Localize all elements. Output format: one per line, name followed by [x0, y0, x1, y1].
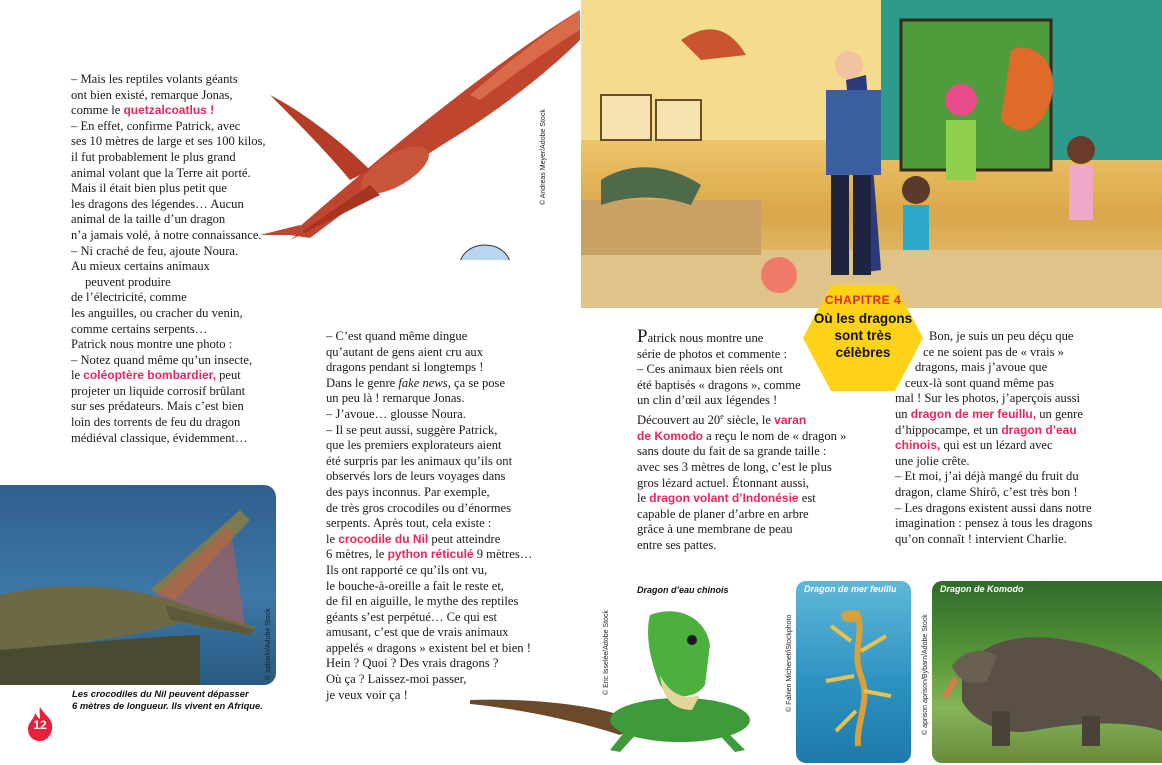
text-line: sur ses prédateurs. Mais c’est bien [71, 399, 244, 414]
text-line: entre ses pattes. [637, 537, 717, 552]
text-line: Mais il était bien plus petit que [71, 181, 227, 196]
text-line: une jolie crête. [895, 453, 970, 468]
text-line: – Notez quand même qu’un insecte, [71, 352, 253, 367]
crocodile-caption [72, 688, 263, 712]
text-line: il fut probablement le plus grand [71, 149, 236, 164]
highlight-term: quetzalcoatlus ! [123, 103, 215, 118]
text-line [895, 438, 1092, 454]
pterosaur-photo-credit: © Andreas Meyer/Adobe Stock [540, 109, 547, 205]
sea-dragon-shape [796, 581, 911, 763]
page-number: 12 [33, 718, 47, 732]
text-segment: le [71, 368, 84, 383]
highlight-term: coléoptère bombardier, [83, 368, 216, 383]
sea-dragon-caption: Dragon de mer feuillu [804, 584, 897, 594]
text-line: géants s’est perpétué… Ce qui est [326, 609, 498, 624]
text-line [637, 409, 846, 429]
caption-line: 6 mètres de longueur. Ils vivent en Afrique. [72, 700, 263, 711]
text-line [895, 407, 1092, 423]
text-line: avec ses 3 mètres de long, c’est le plus [637, 459, 832, 474]
crocodile-photo [0, 485, 276, 685]
text-line: observés lors de leurs voyages dans [326, 469, 506, 484]
text-segment: un [895, 406, 911, 421]
text-line: dragons pendant si longtemps ! [326, 360, 484, 375]
highlight-term: dragon de mer feuillu, [910, 406, 1037, 421]
text-line: de fil en aiguille, le mythe des reptiles [326, 594, 519, 609]
text-line: loin des torrents de feu du dragon [71, 415, 241, 430]
text-line: Ils ont rapporté ce qu’ils ont vu, [326, 562, 488, 577]
text-line: sans doute du fait de sa grande taille : [637, 444, 827, 459]
text-line: – En effet, confirme Patrick, avec [71, 118, 241, 133]
text-line [326, 547, 532, 563]
superscript: e [720, 411, 724, 421]
text-line: le bouche-à-oreille a fait le reste et, [326, 578, 504, 593]
text-segment: peut [215, 368, 241, 383]
right-text-column-1 [637, 326, 847, 554]
text-line: – Mais les reptiles volants géants [71, 72, 238, 86]
komodo-caption: Dragon de Komodo [940, 584, 1024, 594]
text-line: – C’est quand même dingue [326, 329, 468, 343]
text-line [637, 429, 846, 445]
crocodile-shape [0, 485, 276, 685]
text-segment: le [637, 491, 650, 506]
text-segment: d’hippocampe, et un [895, 422, 1002, 437]
text-line: Patrick nous montre une photo : [71, 337, 233, 352]
text-line: – J’avoue… glousse Noura. [326, 406, 466, 421]
text-line: projeter un liquide corrosif brûlant [71, 383, 246, 398]
text-line: animal de la taille d’un dragon [71, 212, 226, 227]
text-line: les dragons des légendes… Aucun [71, 196, 244, 211]
text-line: dragon, clame Shirô, c’est très bon ! [895, 484, 1078, 499]
text-line: les anguilles, ou cracher du venin, [71, 305, 243, 320]
text-line: ce ne soient pas de « vrais » [923, 344, 1064, 359]
text-line: – Ni craché de feu, ajoute Noura. [71, 243, 239, 258]
museum-illustration [581, 0, 1162, 308]
text-line: amusant, c’est que de vrais animaux [326, 625, 509, 640]
chapter-title-line: célèbres [835, 345, 891, 360]
highlight-term: crocodile du Nil [338, 531, 429, 546]
text-segment: comme le [71, 103, 124, 118]
text-line [71, 368, 266, 384]
text-line [326, 376, 532, 392]
text-segment: 9 mètres… [473, 547, 533, 562]
text-segment: atrick nous montre une [647, 331, 764, 345]
text-line: Bon, je suis un peu déçu que [929, 329, 1074, 343]
text-line: série de photos et commente : [637, 346, 788, 361]
crocodile-photo-credit: © sabarlo/Adobe Stock [265, 608, 272, 680]
text-line: ses 10 mètres de large et ses 100 kilos, [71, 134, 266, 149]
highlight-term: varan [774, 413, 807, 428]
left-text-column-1 [71, 72, 266, 446]
text-line: ont bien existé, remarque Jonas, [71, 87, 233, 102]
text-segment: 6 mètres, le [326, 547, 388, 562]
highlight-term: de Komodo [637, 428, 703, 443]
highlight-term: dragon volant d’Indonésie [649, 491, 799, 506]
highlight-term: chinois, [895, 438, 941, 453]
caption-line: Les crocodiles du Nil peuvent dépasser [72, 688, 249, 699]
right-text-column-2 [895, 329, 1092, 547]
chinese-dragon-photo-credit: © Eric Isselée/Adobe Stock [603, 610, 610, 695]
chinese-dragon-caption: Dragon d’eau chinois [637, 585, 729, 595]
text-line: mal ! Sur les photos, j’aperçois aussi [895, 391, 1081, 406]
text-line [637, 491, 846, 507]
drop-cap: P [637, 326, 648, 347]
text-line: de l’électricité, comme [71, 290, 187, 305]
text-segment: Dans le genre [326, 375, 399, 390]
text-line: qu’autant de gens aient cru aux [326, 344, 484, 359]
text-line: été baptisés « dragons », comme [637, 377, 801, 392]
text-line: – Ces animaux bien réels ont [637, 362, 783, 377]
highlight-term: python réticulé [387, 547, 474, 562]
text-line: ceux-là sont quand même pas [905, 375, 1054, 390]
text-segment: a reçu le nom de « dragon » [703, 428, 847, 443]
text-segment: le [326, 531, 339, 546]
text-line: comme certains serpents… [71, 321, 208, 336]
text-segment: Découvert au 20 [637, 413, 721, 428]
chapter-label: CHAPITRE 4 [824, 293, 902, 307]
text-line: gros lézard actuel. Étonnant aussi, [637, 475, 810, 490]
italic-term: fake news [398, 375, 448, 390]
text-line: un peu là ! remarque Jonas. [326, 391, 465, 406]
chapter-title-line: Où les dragons [813, 311, 913, 326]
text-line [326, 532, 532, 548]
text-line: Où ça ? Laissez-moi passer, [326, 672, 467, 687]
text-line: n’a jamais volé, à notre connaissance. [71, 227, 262, 242]
text-line: animal volant que la Terre ait porté. [71, 165, 251, 180]
text-line: appelés « dragons » existent bel et bien ! [326, 640, 531, 655]
text-line: capable de planer d’arbre en arbre [637, 506, 809, 521]
text-line: – Et moi, j’ai déjà mangé du fruit du [895, 469, 1079, 484]
text-line: que les premiers explorateurs aient [326, 438, 502, 453]
sea-dragon-photo-credit: © Fabien Michenet/iStockphoto [786, 614, 793, 712]
text-line: été surpris par les animaux qu’ils ont [326, 453, 513, 468]
text-line: qu’on connaît ! intervient Charlie. [895, 531, 1067, 546]
museum-scene [581, 0, 1162, 308]
text-segment: un genre [1036, 406, 1083, 421]
chapter-title-line: sont très [834, 328, 892, 343]
komodo-dragon-photo [932, 581, 1162, 763]
text-line: médiéval classique, évidemment… [71, 430, 248, 445]
text-line: – Il se peut aussi, suggère Patrick, [326, 422, 498, 437]
pterosaur-illustration [230, 0, 580, 260]
text-segment: peut atteindre [428, 531, 501, 546]
komodo-photo-credit: © aprison aprison/Bybarn/Adobe Stock [922, 614, 929, 735]
text-line [637, 326, 846, 347]
text-line: serpents. Après tout, cela existe : [326, 516, 492, 531]
text-line: dragons, mais j’avoue que [915, 360, 1048, 375]
text-segment: est [798, 491, 816, 506]
text-line: Au mieux certains animaux [71, 259, 210, 274]
text-line: de très gros crocodiles ou d’énormes [326, 500, 512, 515]
page-number-badge [26, 707, 54, 741]
text-line: – Les dragons existent aussi dans notre [895, 500, 1092, 515]
text-line: imagination : pensez à tous les dragons [895, 516, 1093, 531]
text-line [895, 423, 1092, 439]
text-line: je veux voir ça ! [326, 687, 408, 702]
text-line: grâce à une membrane de peau [637, 522, 793, 537]
sea-dragon-photo [796, 581, 911, 763]
text-line: peuvent produire [85, 274, 171, 289]
text-line: un clin d’œil aux légendes ! [637, 393, 778, 408]
chinese-water-dragon-photo [470, 600, 790, 765]
text-segment: siècle, le [723, 413, 775, 428]
text-line: des pays inconnus. Par exemple, [326, 484, 490, 499]
highlight-term: dragon d’eau [1001, 422, 1077, 437]
text-line: Hein ? Quoi ? Des vrais dragons ? [326, 656, 499, 671]
text-segment: qui est un lézard avec [940, 438, 1053, 453]
text-line [71, 103, 266, 119]
text-segment: , ça se pose [447, 375, 506, 390]
komodo-shape [932, 581, 1162, 763]
